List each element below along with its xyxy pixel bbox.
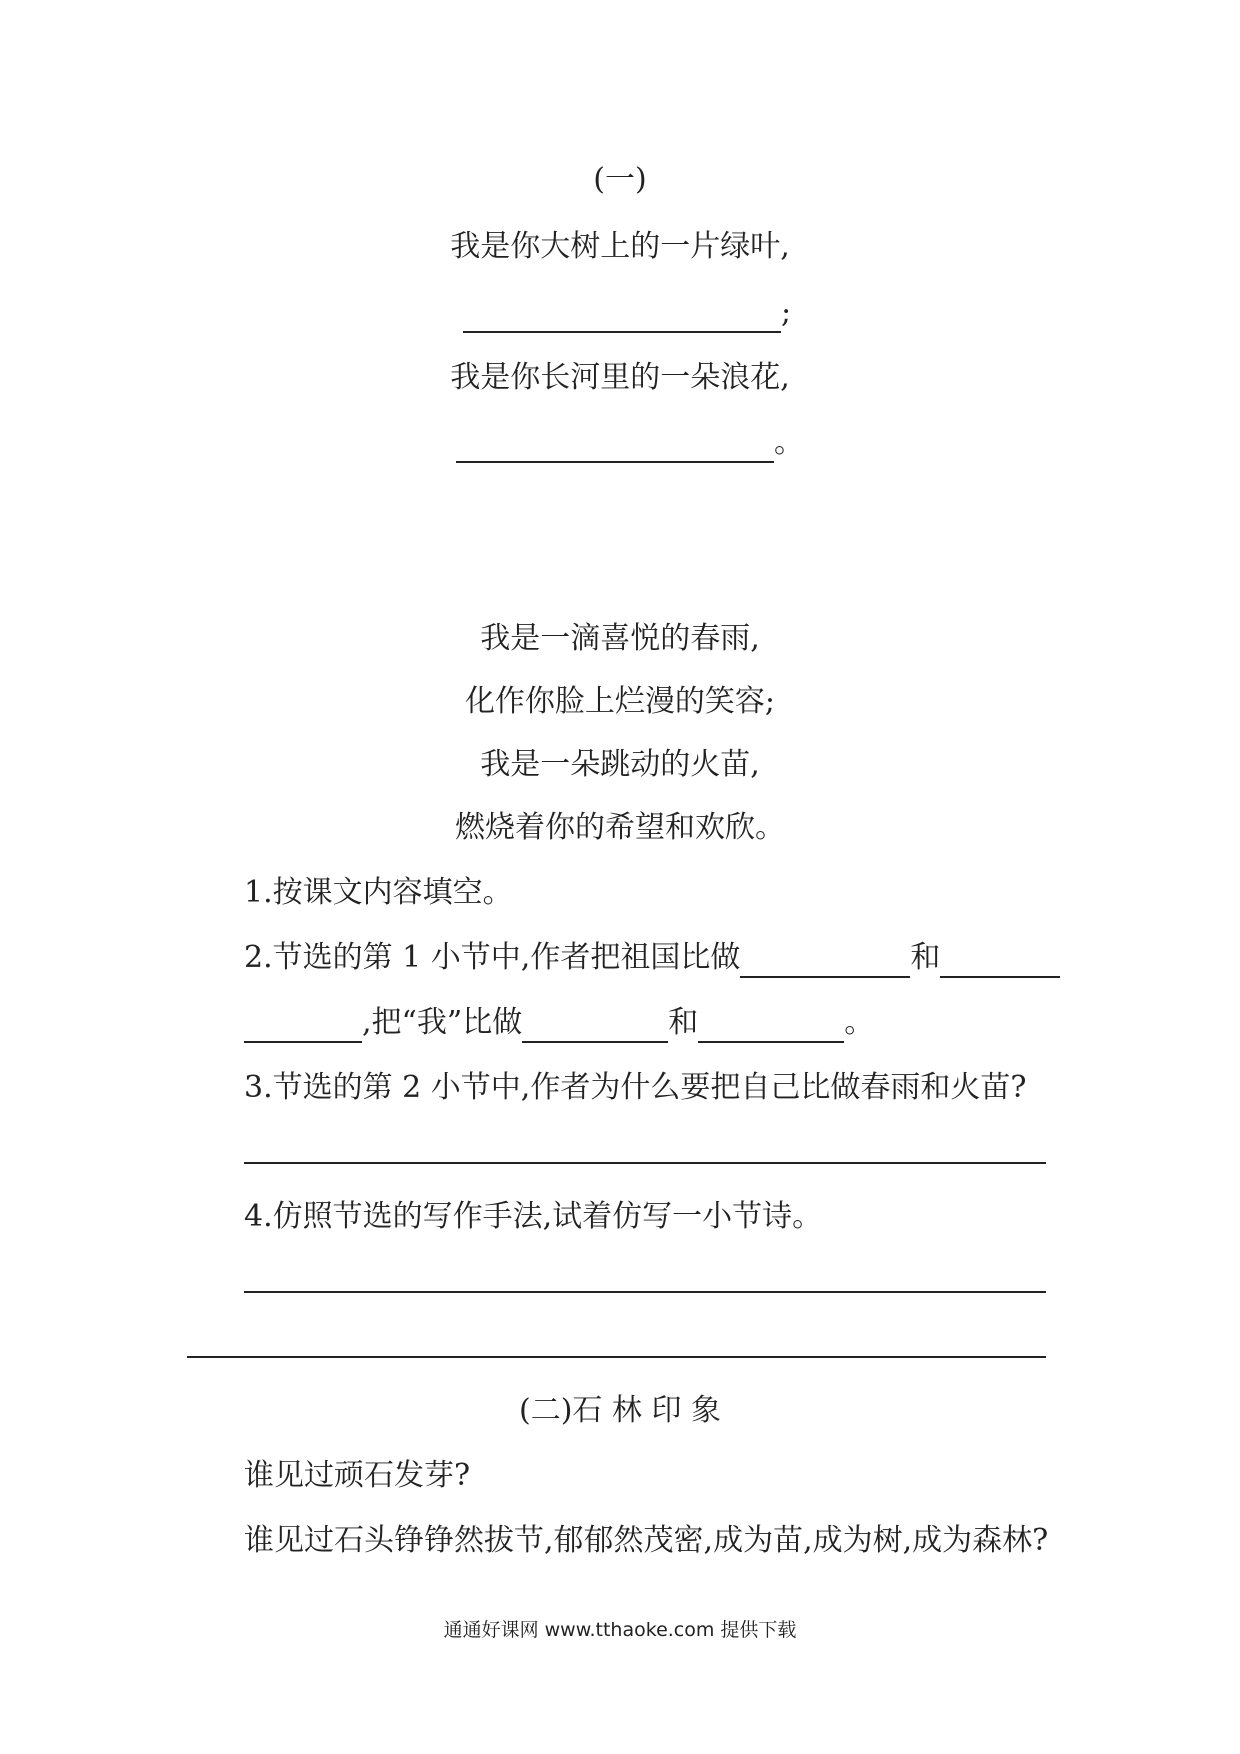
- poem-blank-1[interactable]: [463, 297, 781, 333]
- poem-stanza2-line-2: 化作你脸上烂漫的笑容;: [464, 684, 776, 719]
- question-4-answer-line-1[interactable]: [244, 1291, 1046, 1293]
- question-2-text: 2.节选的第 1 小节中,作者把祖国比做: [244, 940, 741, 975]
- poem-stanza2-line-1: 我是一滴喜悦的春雨,: [480, 621, 760, 656]
- question-2-line-1: [244, 938, 1060, 978]
- passage-one-heading: (一): [593, 162, 647, 197]
- poem-blank-2[interactable]: [456, 427, 774, 463]
- question-1: 1.按课文内容填空。: [244, 875, 513, 910]
- poem-stanza2-line-4: 燃烧着你的希望和欢欣。: [455, 810, 785, 845]
- poem-line-3: 我是你长河里的一朵浪花,: [450, 360, 790, 395]
- question-4: 4.仿照节选的写作手法,试着仿写一小节诗。: [244, 1199, 823, 1234]
- question-2-blank-2[interactable]: [940, 942, 1060, 978]
- question-2-and-1: 和: [910, 940, 941, 975]
- question-2-blank-2-cont[interactable]: [244, 1007, 362, 1043]
- poem-line-1: 我是你大树上的一片绿叶,: [450, 229, 790, 264]
- poem-line-2-punct: ;: [781, 295, 792, 330]
- poem-line-4-punct: 。: [774, 425, 804, 460]
- question-2-blank-3[interactable]: [522, 1007, 668, 1043]
- passage-two-line-1: 谁见过顽石发芽?: [244, 1458, 471, 1493]
- passage-two-heading: (二)石 林 印 象: [518, 1393, 722, 1428]
- question-2-blank-1[interactable]: [740, 942, 910, 978]
- question-3-answer-line[interactable]: [244, 1162, 1046, 1164]
- question-4-answer-line-2[interactable]: [187, 1356, 1046, 1358]
- question-2-and-2: 和: [668, 1005, 699, 1040]
- poem-stanza2-line-3: 我是一朵跳动的火苗,: [480, 747, 760, 782]
- question-3: 3.节选的第 2 小节中,作者为什么要把自己比做春雨和火苗?: [244, 1070, 1027, 1105]
- passage-two-line-2: 谁见过石头铮铮然拔节,郁郁然茂密,成为苗,成为树,成为森林?: [244, 1523, 1049, 1558]
- question-2-text-2: ,把“我”比做: [362, 1005, 523, 1040]
- page-footer: 通通好课网 www.tthaoke.com 提供下载: [443, 1619, 797, 1641]
- question-2-blank-4[interactable]: [698, 1007, 844, 1043]
- poem-line-4: [456, 423, 804, 463]
- poem-line-2: [463, 293, 791, 333]
- question-2-end: 。: [844, 1005, 875, 1040]
- question-2-line-2: [244, 1003, 874, 1043]
